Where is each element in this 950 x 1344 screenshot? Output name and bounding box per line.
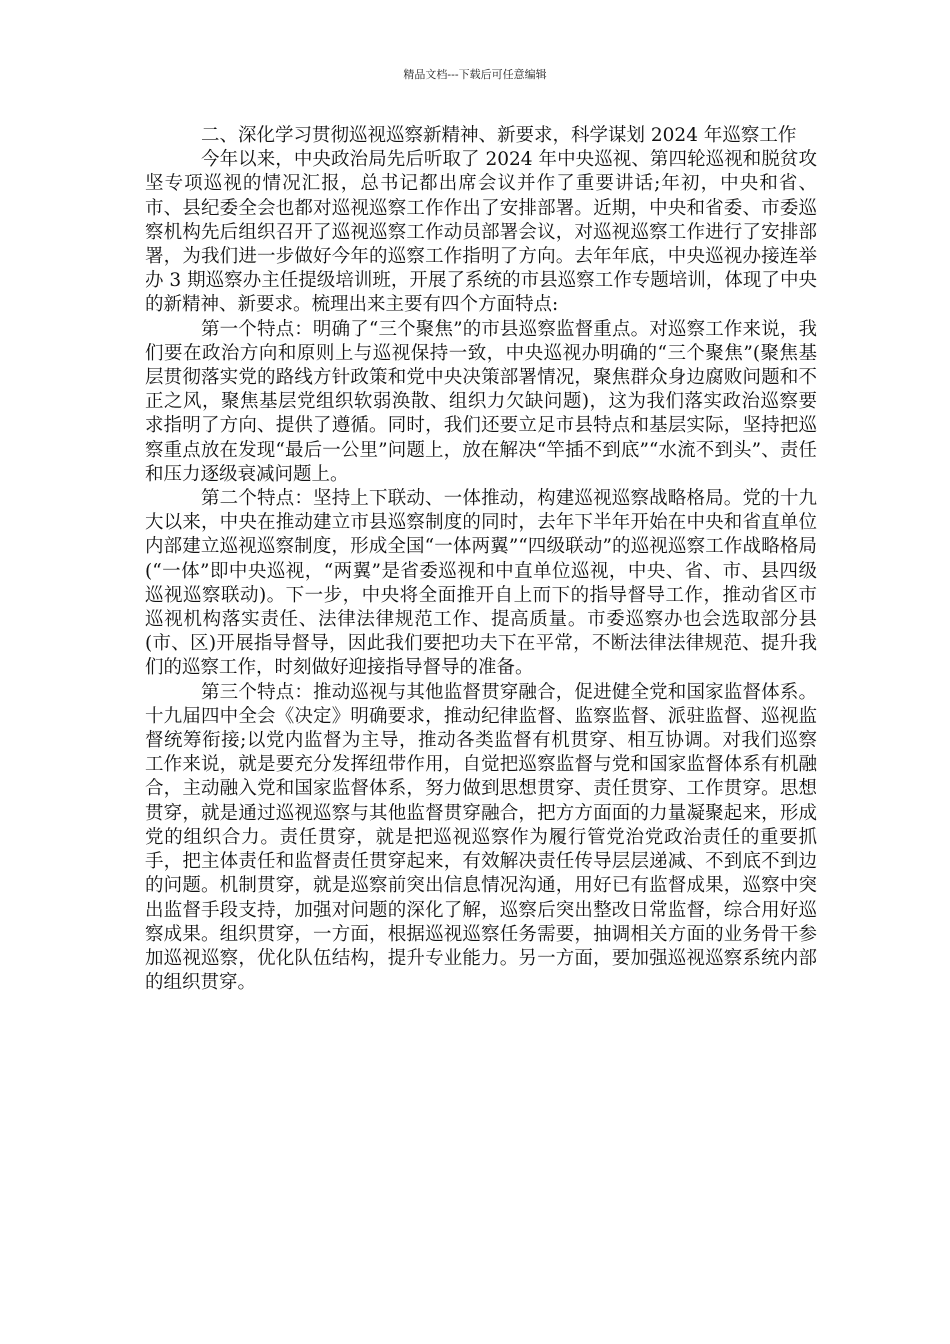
document-body (145, 124, 817, 995)
paragraph-intro: 今年以来，中央政治局先后听取了 2024 年中央巡视、第四轮巡视和脱贫攻坚专项巡视的情况汇报，总书记都出席会议并作了重要讲话;年初，中央和省、市、县纪委全会也都对巡视巡察工作作出了安排部署。近期，中央和省委、市委巡察机构先后组织召开了巡视巡察工作动员部署会议，对巡视巡察工作进行了安排部署，为我们进一步做好今年的巡察工作指明了方向。去年年底，中央巡视办接连举办 3 期巡察办主任提级培训班，开展了系统的市县巡察工作专题培训，体现了中央的新精神、新要求。梳理出来主要有四个方面特点: (145, 149, 817, 316)
paragraph-feature-3: 第三个特点：推动巡视与其他监督贯穿融合，促进健全党和国家监督体系。十九届四中全会《决定》明确要求，推动纪律监督、监察监督、派驻监督、巡视监督统筹衔接;以党内监督为主导，推动各类监督有机贯穿、相互协调。对我们巡察工作来说，就是要充分发挥纽带作用，自觉把巡察监督与党和国家监督体系有机融合，主动融入党和国家监督体系，努力做到思想贯穿、责任贯穿、工作贯穿。思想贯穿，就是通过巡视巡察与其他监督贯穿融合，把方方面面的力量凝聚起来，形成党的组织合力。责任贯穿，就是把巡视巡察作为履行管党治党政治责任的重要抓手，把主体责任和监督责任贯穿起来，有效解决责任传导层层递减、不到底不到边的问题。机制贯穿，就是巡察前突出信息情况沟通，用好已有监督成果，巡察中突出监督手段支持，加强对问题的深化了解，巡察后突出整改日常监督，综合用好巡察成果。组织贯穿，一方面，根据巡视巡察任务需要，抽调相关方面的业务骨干参加巡视巡察，优化队伍结构，提升专业能力。另一方面，要加强巡视巡察系统内部的组织贯穿。 (145, 681, 817, 994)
section-heading: 二、深化学习贯彻巡视巡察新精神、新要求，科学谋划 2024 年巡察工作 (201, 125, 797, 146)
page-header: 精品文档---下载后可任意编辑 (403, 68, 547, 81)
paragraph-feature-1: 第一个特点：明确了“三个聚焦”的市县巡察监督重点。对巡察工作来说，我们要在政治方向和原则上与巡视保持一致，中央巡视办明确的“三个聚焦”(聚焦基层贯彻落实党的路线方针政策和党中央决策部署情况，聚焦群众身边腐败问题和不正之风，聚焦基层党组织软弱涣散、组织力欠缺问题)，这为我们落实政治巡察要求指明了方向、提供了遵循。同时，我们还要立足市县特点和基层实际，坚持把巡察重点放在发现“最后一公里”问题上，放在解决“竿插不到底”“水流不到头”、责任和压力逐级衰减问题上。 (145, 318, 817, 485)
paragraph-feature-2: 第二个特点：坚持上下联动、一体推动，构建巡视巡察战略格局。党的十九大以来，中央在推动建立市县巡察制度的同时，去年下半年开始在中央和省直单位内部建立巡视巡察制度，形成全国“一体两翼”“四级联动”的巡视巡察工作战略格局(“一体”即中央巡视，“两翼”是省委巡视和中直单位巡视，中央、省、市、县四级巡视巡察联动)。下一步，中央将全面推开自上而下的指导督导工作，推动省区市巡视机构落实责任、法律法律规范工作、提高质量。市委巡察办也会选取部分县(市、区)开展指导督导，因此我们要把功夫下在平常，不断法律法律规范、提升我们的巡察工作，时刻做好迎接指导督导的准备。 (145, 488, 817, 679)
